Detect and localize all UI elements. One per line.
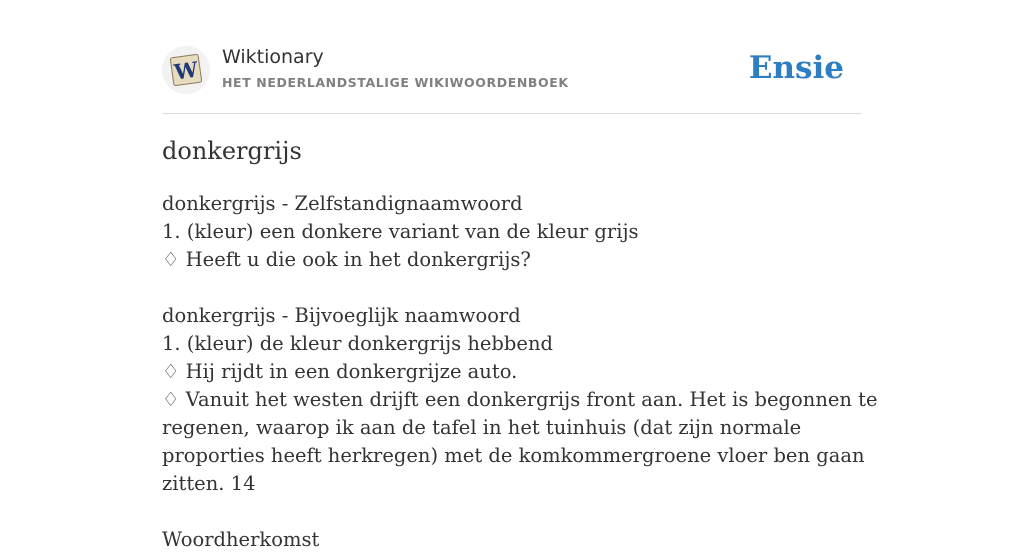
example-line: ♢ Hij rijdt in een donkergrijze auto.	[162, 360, 518, 383]
example-line: ♢ Vanuit het westen drijft een donkergrijs front aan. Het is begonnen te regenen, waarop ik aan de tafel in het tuinhuis (dat zijn normale proporties heeft herkregen) met de komkommergroene vloer ben gaan zitten. 14	[162, 388, 878, 495]
header-divider	[162, 113, 862, 114]
spacer	[162, 274, 882, 302]
section-heading-noun: donkergrijs - Zelfstandignaamwoord	[162, 192, 523, 215]
definition-content	[162, 190, 882, 554]
section-heading-adjective: donkergrijs - Bijvoeglijk naamwoord	[162, 304, 521, 327]
example-line: ♢ Heeft u die ook in het donkergrijs?	[162, 248, 531, 271]
wiktionary-logo-icon[interactable]	[162, 46, 210, 94]
page-title: donkergrijs	[162, 137, 302, 165]
logo-letter: W	[172, 56, 200, 85]
spacer	[162, 498, 882, 526]
site-tagline: HET NEDERLANDSTALIGE WIKIWOORDENBOEK	[222, 75, 569, 90]
section-heading-etymology: Woordherkomst	[162, 528, 320, 551]
site-name[interactable]: Wiktionary	[222, 46, 324, 68]
site-header	[162, 44, 862, 100]
definition-line: 1. (kleur) een donkere variant van de kleur grijs	[162, 220, 639, 243]
ensie-brand-logo[interactable]: Ensie	[748, 50, 844, 86]
definition-line: 1. (kleur) de kleur donkergrijs hebbend	[162, 332, 553, 355]
